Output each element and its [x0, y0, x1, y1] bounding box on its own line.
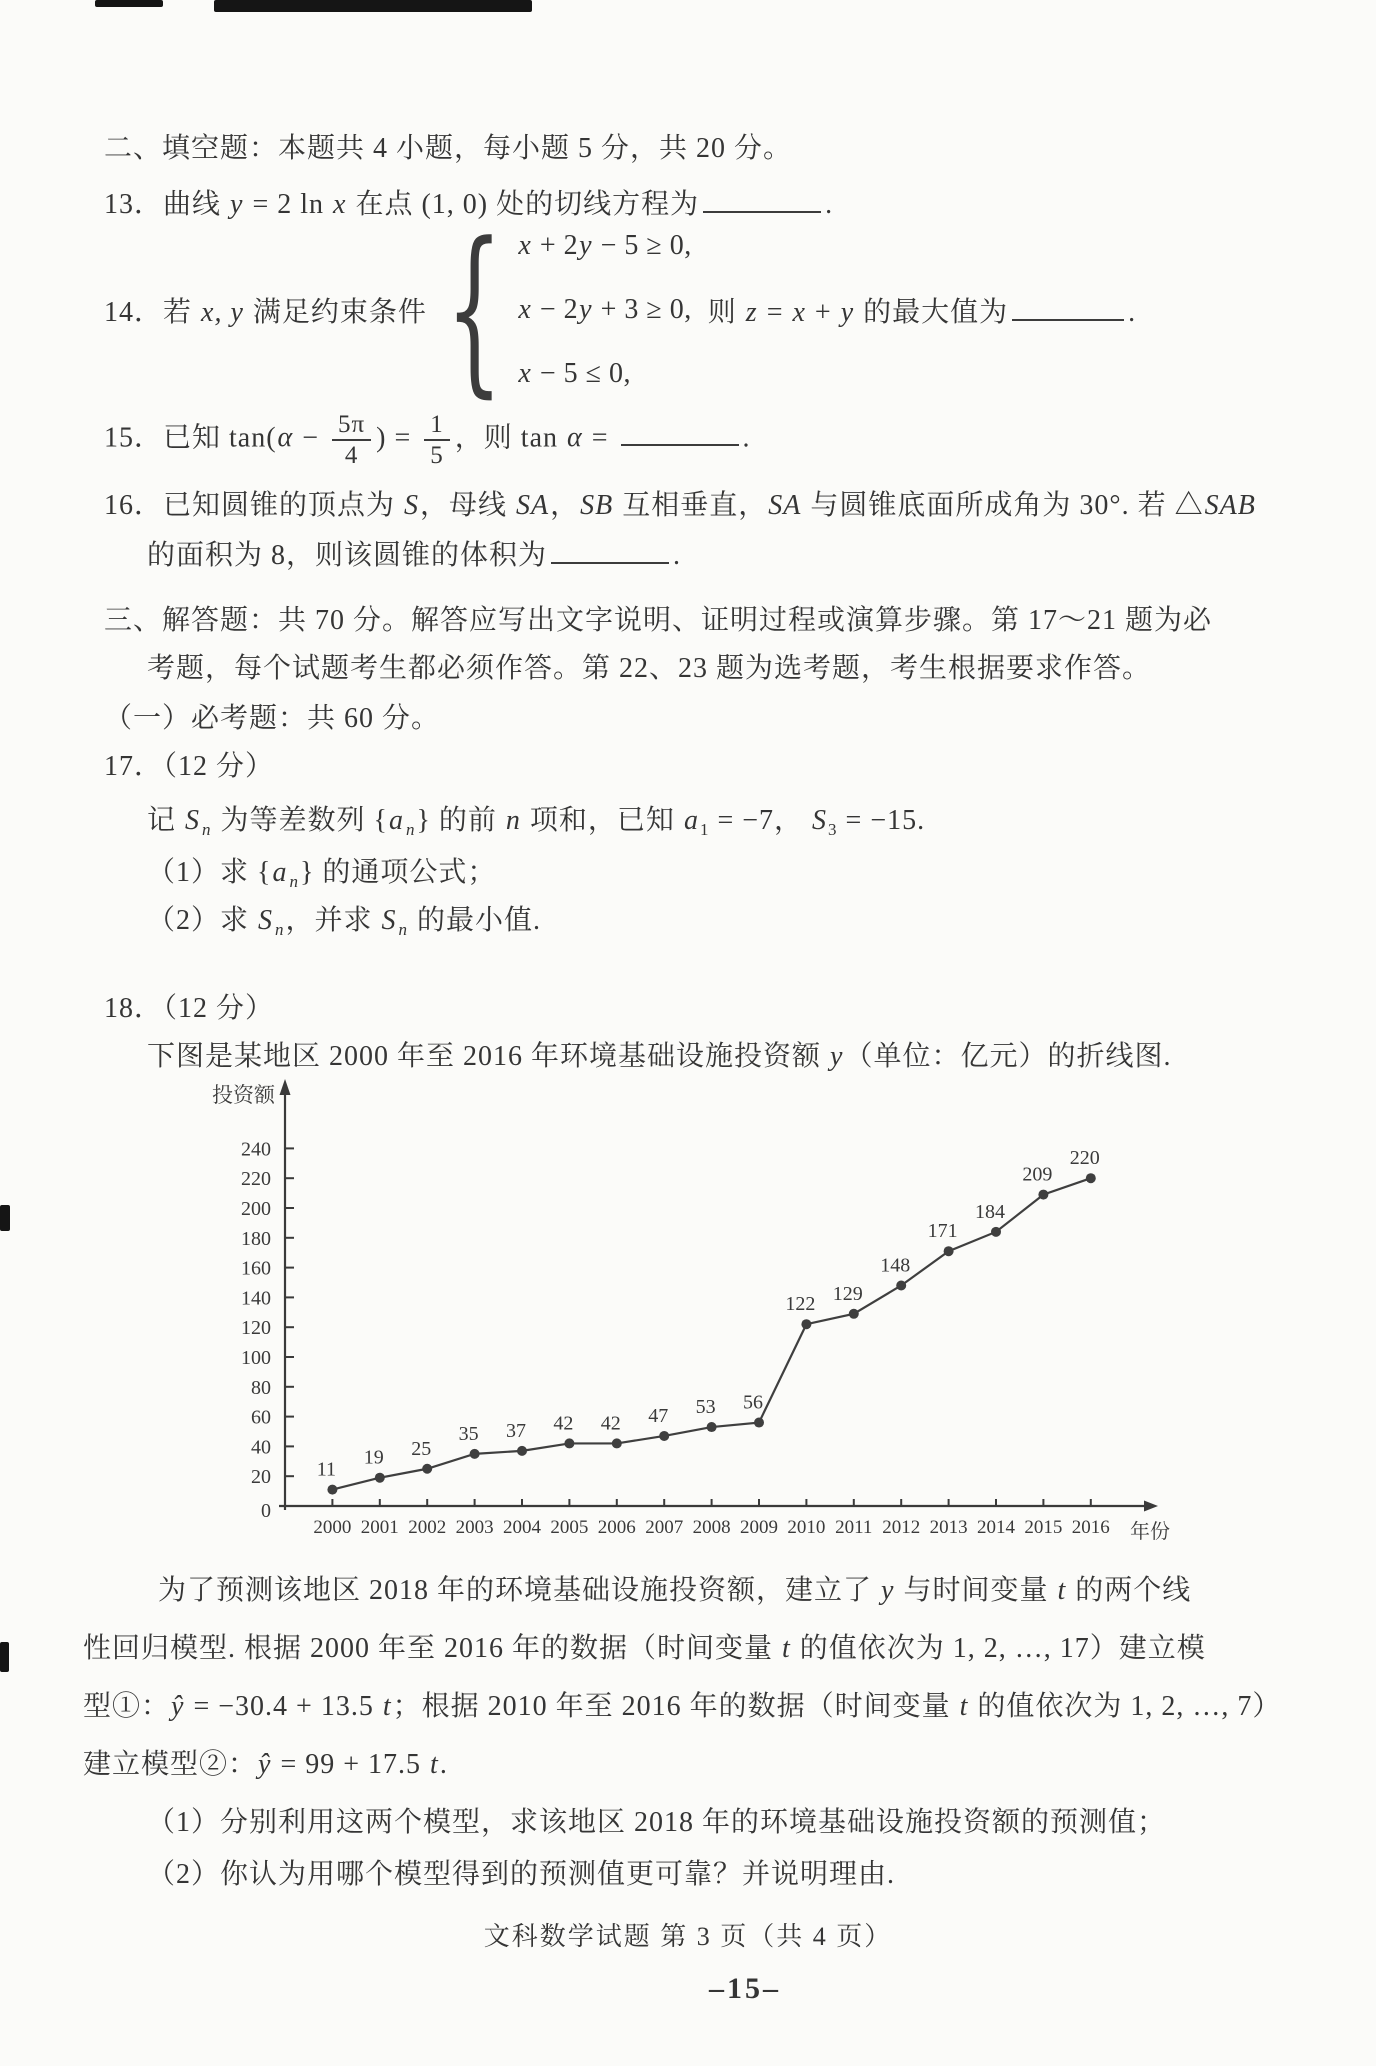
- question-17-head: 17．（12 分）: [104, 751, 275, 782]
- y-tick-label: 140: [241, 1287, 271, 1310]
- page-number: –15–: [709, 1972, 781, 2005]
- y-tick-label: 240: [241, 1138, 271, 1161]
- y-tick-label: 80: [251, 1376, 271, 1399]
- data-label: 171: [927, 1220, 958, 1243]
- question-16-line-2: 的面积为 8，则该圆锥的体积为 .: [147, 540, 682, 571]
- x-tick-label: 2003: [455, 1517, 494, 1538]
- constraint-line-2: x − 2y + 3 ≥ 0,: [518, 294, 692, 325]
- data-label: 53: [695, 1396, 716, 1419]
- data-point: [564, 1438, 574, 1448]
- question-15: [104, 402, 751, 478]
- x-axis-title: 年份: [1130, 1521, 1170, 1543]
- data-label: 129: [832, 1282, 863, 1305]
- section-3-header-line-1: 三、解答题：共 70 分。解答应写出文字说明、证明过程或演算步骤。第 17～21 题为必: [104, 605, 1213, 636]
- data-label: 42: [600, 1412, 621, 1435]
- y-tick-label: 180: [241, 1227, 271, 1250]
- data-point: [849, 1309, 859, 1319]
- x-tick-label: 2015: [1024, 1517, 1063, 1538]
- data-point: [659, 1431, 669, 1441]
- data-label: 122: [785, 1293, 816, 1316]
- y-tick-label: 60: [251, 1406, 271, 1429]
- data-label: 184: [975, 1200, 1005, 1223]
- constraint-line-1: x + 2y − 5 ≥ 0,: [518, 230, 692, 261]
- question-18-item-2: （2）你认为用哪个模型得到的预测值更可靠？并说明理由.: [147, 1859, 896, 1890]
- question-18-intro: 下图是某地区 2000 年至 2016 年环境基础设施投资额 y（单位：亿元）的折线图.: [147, 1041, 1172, 1072]
- x-tick-label: 2012: [882, 1517, 921, 1538]
- scan-artifact-left-edge-2: [0, 1642, 9, 1672]
- answer-blank: [621, 444, 739, 446]
- x-tick-label: 2009: [740, 1517, 778, 1538]
- data-label: 19: [363, 1446, 384, 1469]
- data-point: [944, 1246, 954, 1256]
- data-point: [801, 1319, 811, 1329]
- data-point: [896, 1280, 906, 1290]
- scan-artifact-left-edge-1: [0, 1205, 10, 1231]
- data-label: 148: [880, 1254, 911, 1277]
- question-18-paragraph-line-3: 型①：ŷ = −30.4 + 13.5 t；根据 2010 年至 2016 年的数据（时间变量 t 的值依次为 1, 2, …, 7）: [83, 1691, 1282, 1722]
- answer-blank: [1012, 319, 1124, 321]
- x-tick-label: 2016: [1071, 1517, 1110, 1538]
- y-origin-label: 0: [261, 1500, 271, 1522]
- data-point: [754, 1418, 764, 1428]
- data-label: 56: [743, 1391, 763, 1414]
- x-tick-label: 2011: [835, 1517, 873, 1538]
- question-18-paragraph-line-2: 性回归模型. 根据 2000 年至 2016 年的数据（时间变量 t 的值依次为 1, 2, …, 17）建立模: [83, 1633, 1206, 1664]
- constraint-system: [517, 214, 691, 406]
- page-footer: 文科数学试题 第 3 页（共 4 页）: [483, 1922, 893, 1951]
- scan-artifact-top-bar: [214, 0, 532, 12]
- data-point: [327, 1485, 337, 1495]
- x-tick-label: 2010: [787, 1517, 826, 1538]
- data-label: 42: [553, 1412, 574, 1435]
- x-tick-label: 2002: [408, 1517, 447, 1538]
- data-point: [1038, 1190, 1048, 1200]
- x-tick-label: 2013: [929, 1517, 968, 1538]
- data-label: 25: [411, 1437, 432, 1460]
- data-point: [422, 1464, 432, 1474]
- data-point: [612, 1438, 622, 1448]
- x-tick-label: 2007: [645, 1517, 684, 1538]
- question-18-paragraph-line-1: 为了预测该地区 2018 年的环境基础设施投资额，建立了 y 与时间变量 t 的两个线: [158, 1575, 1192, 1606]
- question-18-head: 18．（12 分）: [104, 993, 275, 1024]
- x-tick-label: 2008: [692, 1517, 731, 1538]
- y-tick-label: 100: [241, 1347, 271, 1369]
- data-line: [332, 1178, 1090, 1489]
- data-point: [991, 1227, 1001, 1237]
- section-2-header: 二、填空题：本题共 4 小题，每小题 5 分，共 20 分。: [104, 133, 793, 164]
- fraction: $\frac{1}{5}$: [424, 411, 450, 469]
- data-label: 35: [458, 1422, 479, 1445]
- data-point: [470, 1449, 480, 1459]
- x-tick-label: 2000: [313, 1517, 352, 1538]
- question-15-text: 15．已知 tan(α − $\frac{5\pi}{4}$ ) = $\frac{1}{5}$ ，则 tan α = .: [104, 411, 751, 469]
- data-label: 37: [506, 1419, 526, 1442]
- section-3-header-line-2: 考题，每个试题考生都必须作答。第 22、23 题为选考题，考生根据要求作答。: [147, 653, 1152, 684]
- question-14: [104, 205, 1137, 414]
- part-1-header: （一）必考题：共 60 分。: [104, 703, 441, 734]
- constraint-line-3: x − 5 ≤ 0,: [518, 358, 632, 389]
- question-18-paragraph-line-4: 建立模型②：ŷ = 99 + 17.5 t.: [83, 1749, 448, 1780]
- y-tick-label: 120: [241, 1317, 271, 1340]
- data-point: [707, 1422, 717, 1432]
- y-tick-label: 220: [241, 1168, 271, 1191]
- data-point: [1086, 1173, 1096, 1183]
- question-18-item-1: （1）分别利用这两个模型，求该地区 2018 年的环境基础设施投资额的预测值；: [147, 1807, 1167, 1838]
- y-tick-label: 200: [241, 1198, 271, 1220]
- x-tick-label: 2006: [597, 1517, 636, 1538]
- x-tick-label: 2014: [977, 1517, 1015, 1538]
- y-tick-label: 160: [241, 1257, 271, 1280]
- question-16-line-1: 16．已知圆锥的顶点为 S，母线 SA，SB 互相垂直，SA 与圆锥底面所成角为 30°. 若 △SAB: [104, 490, 1256, 521]
- y-tick-label: 40: [251, 1436, 271, 1459]
- investment-line-chart-svg: [200, 1075, 1200, 1555]
- question-14-prefix: 14．若 x, y 满足约束条件: [104, 297, 427, 328]
- answer-blank: [703, 211, 821, 213]
- x-tick-label: 2005: [550, 1517, 589, 1538]
- data-point: [517, 1446, 527, 1456]
- y-axis-arrow: [280, 1079, 291, 1095]
- x-tick-label: 2001: [360, 1517, 399, 1538]
- question-17-item-2: （2）求 S $_n$，并求 S $_n$ 的最小值.: [147, 905, 542, 939]
- data-label: 220: [1069, 1147, 1100, 1170]
- x-tick-label: 2004: [503, 1517, 541, 1538]
- data-label: 47: [648, 1404, 669, 1427]
- question-17-statement: 记 S $_n$ 为等差数列 {a $_n$} 的前 n 项和，已知 $a_1 = -7$， $S_3 = -15$.: [147, 805, 926, 839]
- x-axis-arrow: [1144, 1501, 1158, 1512]
- scan-artifact-top-left: [95, 0, 163, 7]
- question-14-suffix: 则 z = x + y 的最大值为 .: [707, 297, 1137, 328]
- investment-line-chart: [200, 1075, 1200, 1555]
- system-brace: {: [445, 205, 503, 414]
- question-13: 13．曲线 y = 2 ln x 在点 (1, 0) 处的切线方程为 .: [104, 189, 834, 220]
- data-label: 209: [1022, 1163, 1053, 1186]
- y-axis-title: 投资额: [212, 1083, 275, 1107]
- answer-blank: [551, 562, 669, 564]
- data-point: [375, 1473, 385, 1483]
- y-tick-label: 20: [251, 1466, 271, 1489]
- fraction: $\frac{5\pi}{4}$: [332, 411, 371, 469]
- data-label: 11: [316, 1458, 337, 1481]
- question-17-item-1: （1）求 {a $_n$} 的通项公式；: [147, 857, 497, 891]
